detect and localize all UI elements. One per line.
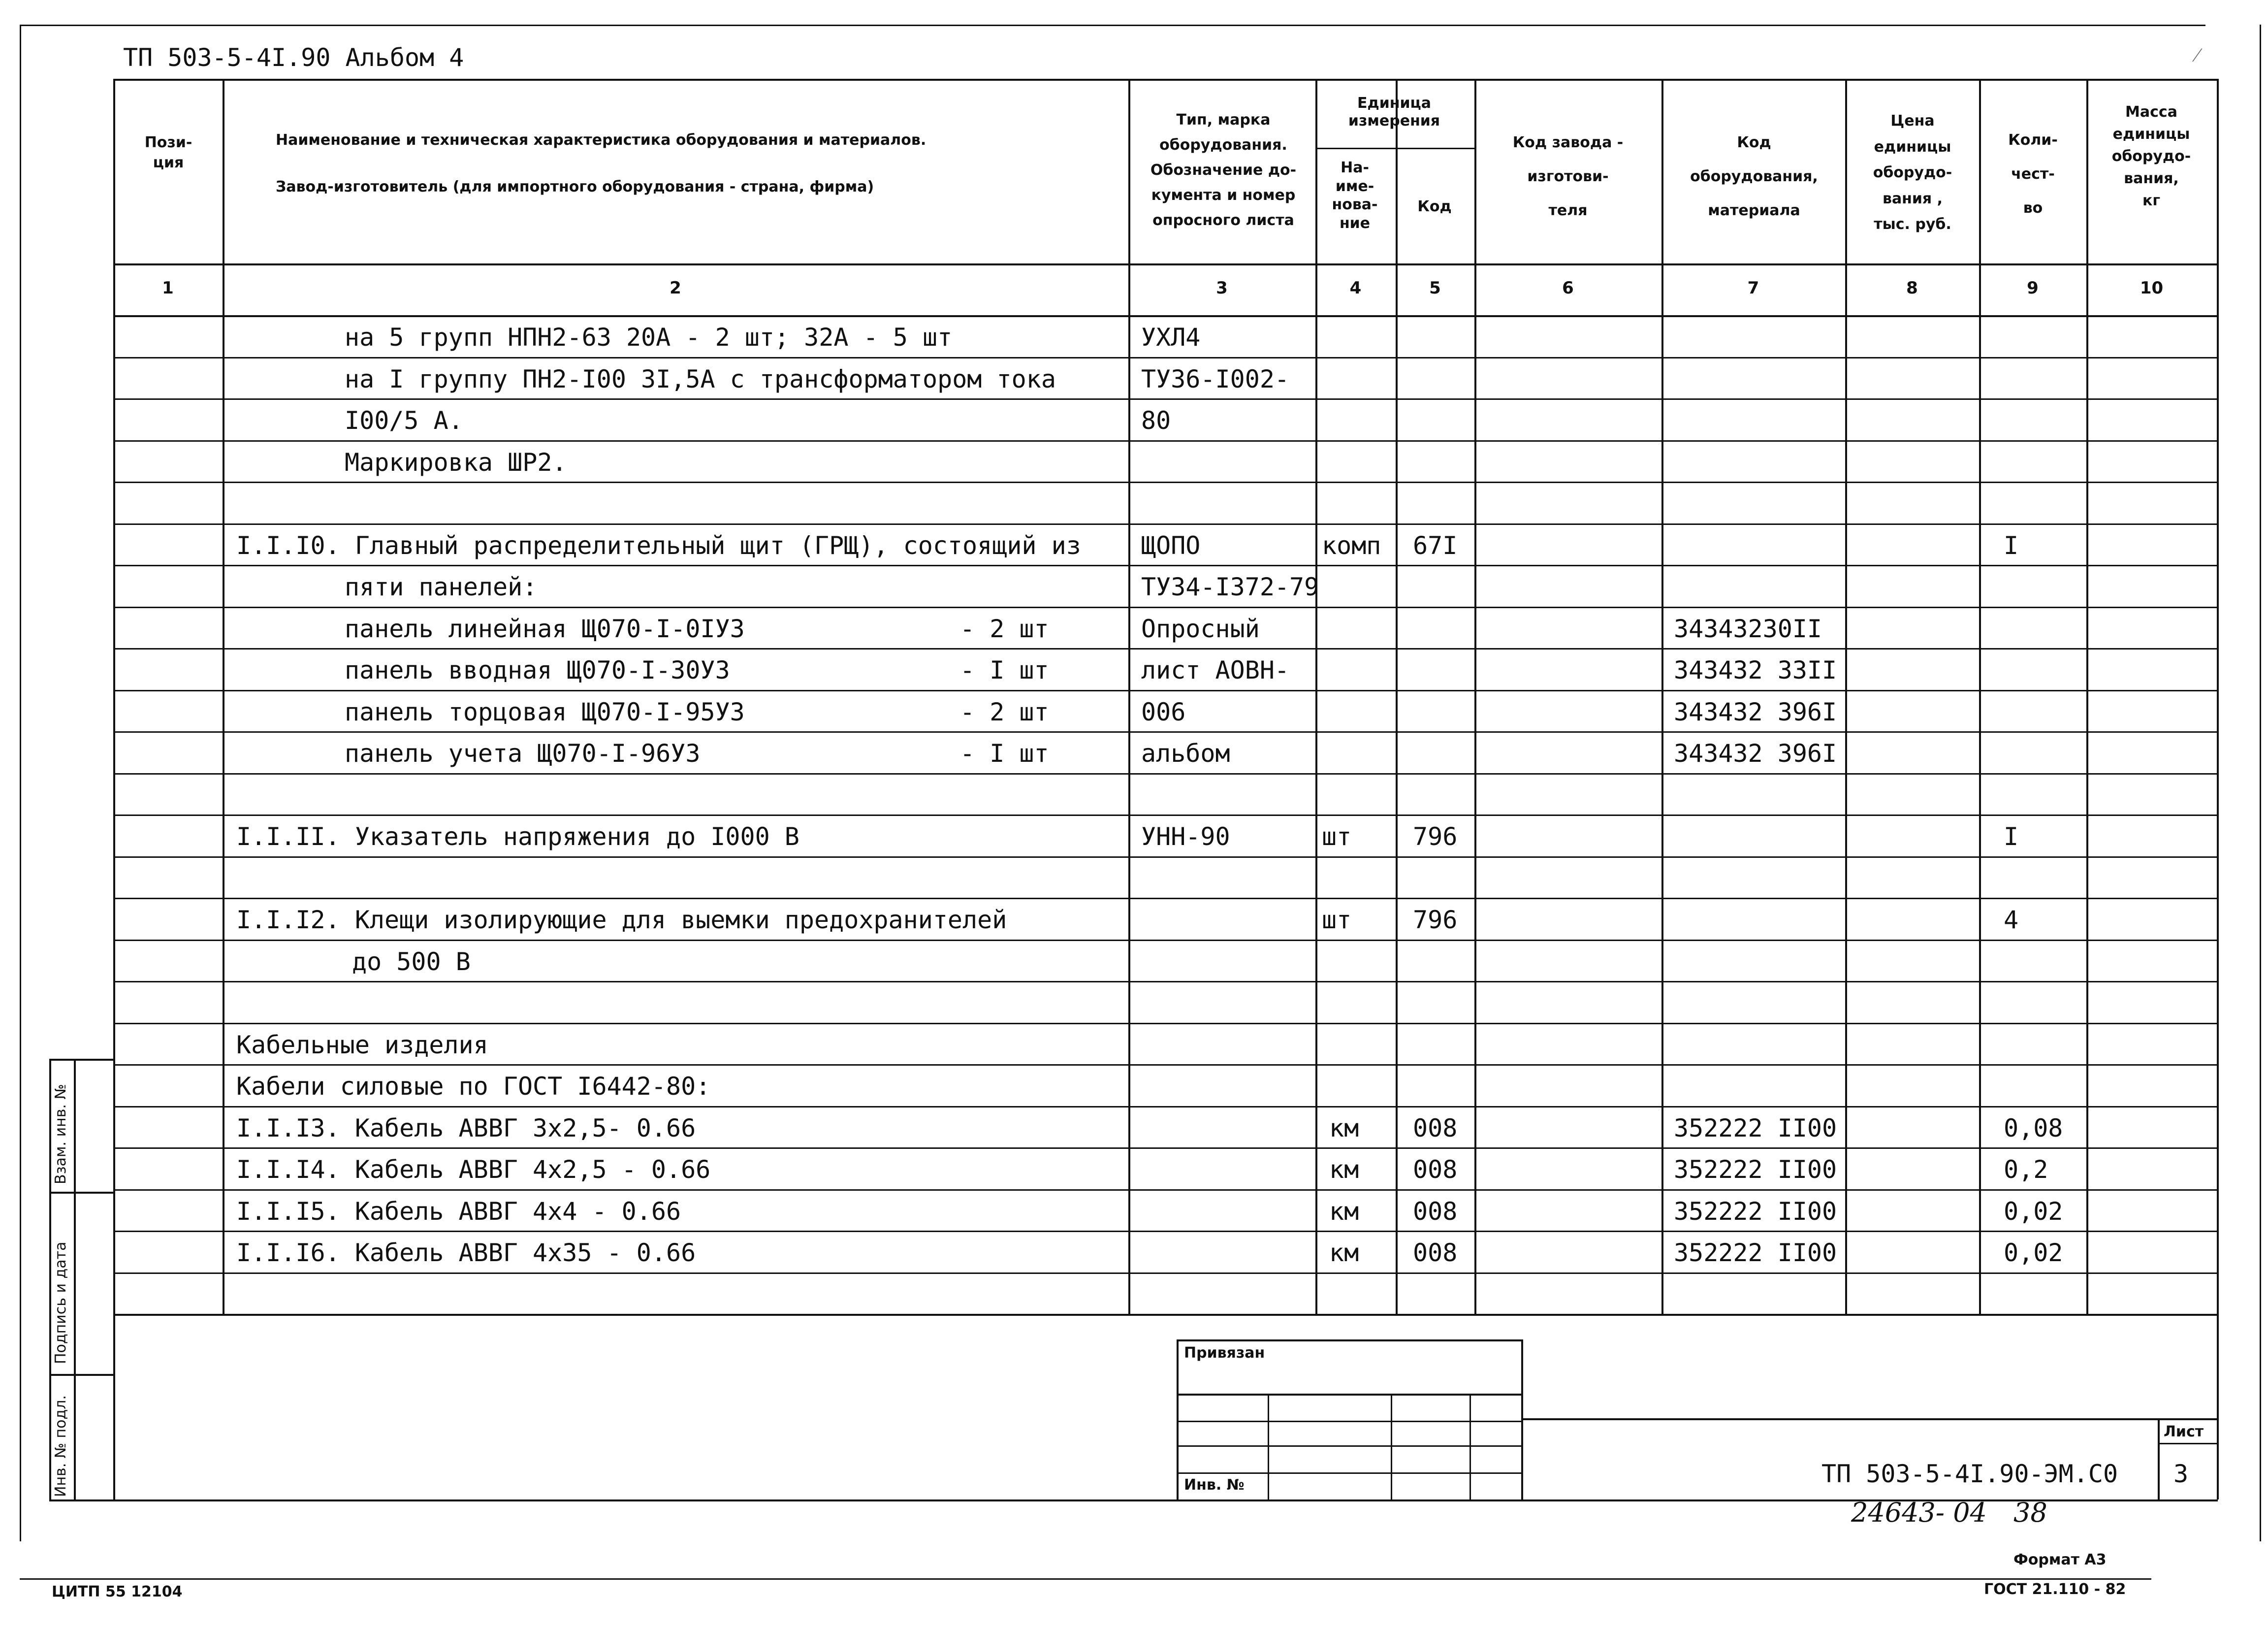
- row-name-suffix: - I шт: [960, 739, 1049, 768]
- row-line: [113, 814, 2218, 816]
- header-price: Цена единицы оборудо- вания , тыс. руб.: [1873, 112, 1952, 233]
- row-name: Кабели силовые по ГОСТ I6442-80:: [236, 1072, 711, 1101]
- column-number: 7: [1747, 278, 1759, 298]
- side-strip-left: [49, 1059, 51, 1499]
- row-type: Опросный: [1141, 614, 1260, 643]
- row-name: Маркировка ШР2.: [345, 448, 567, 477]
- sheet-box-left: [2158, 1418, 2160, 1499]
- row-line: [113, 565, 2218, 566]
- row-line: [113, 482, 2218, 483]
- header-unit-name: На- име- нова- ние: [1332, 159, 1378, 232]
- row-name: панель вводная Щ070-I-30У3: [345, 656, 730, 684]
- page-edge-left: [20, 25, 21, 1541]
- row-name: панель линейная Щ070-I-0IУ3: [345, 614, 745, 643]
- row-line: [113, 731, 2218, 733]
- row-type: УНН-90: [1141, 822, 1230, 851]
- row-unit-code: 008: [1413, 1113, 1458, 1142]
- row-equip-code: 352222 II00: [1674, 1197, 1837, 1226]
- bound-label: Привязан: [1184, 1344, 1265, 1362]
- row-equip-code: 352222 II00: [1674, 1113, 1837, 1142]
- header-unit: Единица измерения: [1348, 95, 1440, 130]
- row-line: [113, 607, 2218, 608]
- row-line: [113, 690, 2218, 691]
- row-line: [113, 981, 2218, 982]
- row-name: до 500 В: [352, 947, 471, 976]
- bound-left: [1177, 1339, 1179, 1499]
- row-equip-code: 343432 396I: [1674, 697, 1837, 726]
- row-line: [113, 1106, 2218, 1108]
- header-name-line2: Завод-изготовитель (для импортного оборудования - страна, фирма): [276, 178, 874, 195]
- row-unit: км: [1329, 1197, 1359, 1226]
- sheet-label: Лист: [2164, 1423, 2204, 1440]
- row-name-suffix: - 2 шт: [960, 697, 1049, 726]
- row-line: [113, 1231, 2218, 1232]
- row-name: I00/5 А.: [345, 406, 463, 435]
- header-type: Тип, марка оборудования. Обозначение до- кумента и номер опросного листа: [1150, 111, 1297, 229]
- row-line: [113, 1064, 2218, 1066]
- row-quantity: I: [2004, 531, 2019, 560]
- row-name: I.I.I4. Кабель АВВГ 4х2,5 - 0.66: [236, 1155, 711, 1184]
- row-name: панель учета Щ070-I-96У3: [345, 739, 701, 768]
- row-unit-code: 796: [1413, 822, 1458, 851]
- frame-top: [113, 79, 2218, 81]
- row-type: ТУ34-I372-79: [1141, 573, 1319, 601]
- bound-v3: [1469, 1394, 1471, 1499]
- row-line: [113, 898, 2218, 899]
- row-unit: комп: [1322, 531, 1381, 560]
- document-title: ТП 503-5-4I.90 Альбом 4: [123, 43, 464, 72]
- row-line: [113, 940, 2218, 941]
- row-equip-code: 343432 33II: [1674, 656, 1837, 684]
- row-line: [113, 1023, 2218, 1024]
- side-strip-sep2: [49, 1374, 113, 1376]
- handwritten-number: 24643- 04: [1851, 1497, 1987, 1528]
- side-label-inv: Инв. № подл.: [52, 1395, 69, 1497]
- column-number: 8: [1906, 278, 1918, 298]
- row-name-suffix: - 2 шт: [960, 614, 1049, 643]
- bound-v1: [1268, 1394, 1269, 1499]
- table-bottom-line: [113, 1314, 2218, 1316]
- side-strip-sep1: [49, 1192, 113, 1194]
- column-number: 9: [2027, 278, 2039, 298]
- row-equip-code: 343432 396I: [1674, 739, 1837, 768]
- row-name: I.I.I6. Кабель АВВГ 4х35 - 0.66: [236, 1238, 696, 1267]
- row-unit: км: [1329, 1155, 1359, 1184]
- unit-header-split: [1315, 148, 1474, 149]
- corner-mark: ⁄: [2196, 44, 2199, 66]
- document-code: ТП 503-5-4I.90-ЭМ.С0: [1821, 1460, 2118, 1488]
- side-strip-mid: [74, 1059, 76, 1499]
- row-unit-code: 008: [1413, 1155, 1458, 1184]
- row-line: [113, 1189, 2218, 1191]
- column-number: 3: [1216, 278, 1228, 298]
- sheet-number: 3: [2173, 1460, 2189, 1488]
- column-number: 10: [2140, 278, 2164, 298]
- row-quantity: 4: [2004, 906, 2019, 934]
- row-type: 006: [1141, 697, 1186, 726]
- header-mass: Масса единицы оборудо- вания, кг: [2111, 103, 2191, 209]
- titleblock-top: [1521, 1418, 2218, 1420]
- row-name: Кабельные изделия: [236, 1030, 488, 1059]
- column-number: 2: [670, 278, 681, 298]
- row-type: УХЛ4: [1141, 323, 1201, 352]
- inv-label: Инв. №: [1184, 1476, 1245, 1494]
- row-equip-code: 352222 II00: [1674, 1155, 1837, 1184]
- row-unit: шт: [1322, 822, 1352, 851]
- row-equip-code: 34343230II: [1674, 614, 1822, 643]
- page-edge-top: [20, 25, 2205, 26]
- row-name: I.I.I2. Клещи изолирующие для выемки предохранителей: [236, 906, 1007, 934]
- row-unit: км: [1329, 1238, 1359, 1267]
- row-line: [113, 523, 2218, 525]
- row-type: ТУ36-I002-: [1141, 364, 1290, 393]
- header-quantity: Коли- чест- во: [2008, 131, 2058, 217]
- column-number: 6: [1562, 278, 1574, 298]
- header-position: Пози- ция: [144, 134, 192, 171]
- row-line: [113, 648, 2218, 650]
- row-line: [113, 398, 2218, 400]
- row-equip-code: 352222 II00: [1674, 1238, 1837, 1267]
- row-line: [113, 773, 2218, 775]
- column-number: 5: [1429, 278, 1441, 298]
- row-unit: шт: [1322, 906, 1352, 934]
- header-name-line1: Наименование и техническая характеристика оборудования и материалов.: [276, 131, 926, 149]
- column-number: 1: [162, 278, 174, 298]
- page-edge-right: [2260, 25, 2261, 1541]
- row-unit: км: [1329, 1113, 1359, 1142]
- row-unit-code: 67I: [1413, 531, 1458, 560]
- header-unit-code: Код: [1417, 198, 1452, 215]
- side-label-vzam: Взам. инв. №: [52, 1084, 69, 1184]
- row-type: лист АОВН-: [1141, 656, 1290, 684]
- row-type: 80: [1141, 406, 1171, 435]
- row-name: I.I.I5. Кабель АВВГ 4х4 - 0.66: [236, 1197, 681, 1226]
- row-quantity: 0,02: [2004, 1197, 2063, 1226]
- row-quantity: 0,02: [2004, 1238, 2063, 1267]
- row-line: [113, 1272, 2218, 1274]
- column-number: 4: [1349, 278, 1362, 298]
- row-name: панель торцовая Щ070-I-95У3: [345, 697, 745, 726]
- row-line: [113, 440, 2218, 442]
- row-quantity: 0,2: [2004, 1155, 2048, 1184]
- row-name: I.I.I3. Кабель АВВГ 3х2,5- 0.66: [236, 1113, 696, 1142]
- side-label-podpis: Подпись и дата: [52, 1241, 69, 1364]
- row-unit-code: 008: [1413, 1238, 1458, 1267]
- row-quantity: I: [2004, 822, 2019, 851]
- row-name: I.I.II. Указатель напряжения до I000 В: [236, 822, 799, 851]
- sheet-box-sep: [2158, 1443, 2218, 1444]
- row-name: пяти панелей:: [345, 573, 538, 601]
- row-unit-code: 008: [1413, 1197, 1458, 1226]
- row-unit-code: 796: [1413, 906, 1458, 934]
- stamp-label: ЦИТП 55 12104: [52, 1583, 183, 1600]
- header-plant-code: Код завода - изготови- теля: [1512, 134, 1624, 219]
- row-line: [113, 856, 2218, 858]
- page-edge-bottom: [20, 1578, 2151, 1580]
- column-number-bottom-line: [113, 315, 2218, 317]
- side-strip-top: [49, 1059, 113, 1061]
- header-bottom-line: [113, 263, 2218, 265]
- row-type: альбом: [1141, 739, 1230, 768]
- row-type: ЩОПО: [1141, 531, 1201, 560]
- row-name: I.I.I0. Главный распределительный щит (ГРЩ), состоящий из: [236, 531, 1081, 560]
- row-line: [113, 357, 2218, 358]
- row-name: на 5 групп НПН2-63 20А - 2 шт; 32А - 5 шт: [345, 323, 953, 352]
- row-name: на I группу ПН2-I00 3I,5А с трансформатором тока: [345, 364, 1056, 393]
- bound-top: [1177, 1339, 1521, 1341]
- header-equip-code: Код оборудования, материала: [1690, 134, 1818, 219]
- bound-v2: [1391, 1394, 1392, 1499]
- handwritten-page: 38: [2013, 1497, 2047, 1528]
- frame-right: [2217, 79, 2219, 1499]
- row-line: [113, 1147, 2218, 1149]
- format-label: Формат А3: [2013, 1551, 2107, 1568]
- gost-label: ГОСТ 21.110 - 82: [1984, 1581, 2126, 1598]
- row-quantity: 0,08: [2004, 1113, 2063, 1142]
- row-name-suffix: - I шт: [960, 656, 1049, 684]
